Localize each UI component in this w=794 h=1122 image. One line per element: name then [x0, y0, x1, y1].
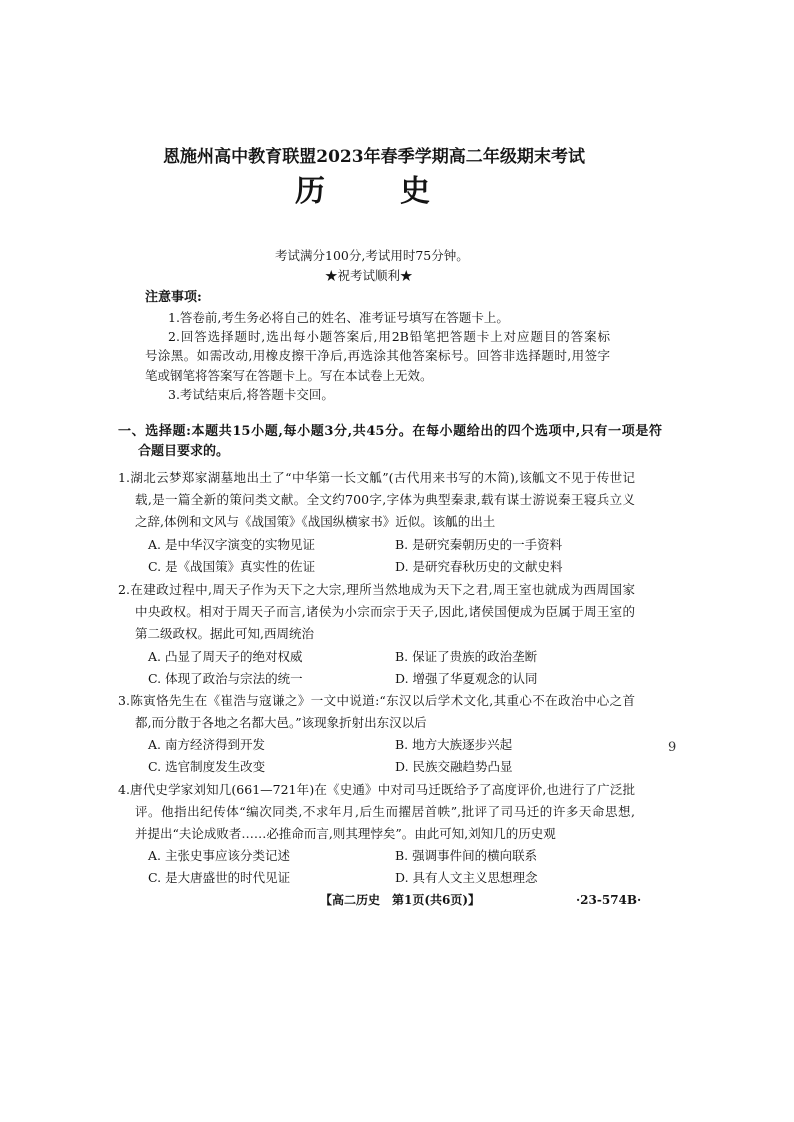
- notice-item-1: 1.答卷前,考生务必将自己的姓名、准考证号填写在答题卡上。: [168, 310, 509, 325]
- good-luck-wish: ★祝考试顺利★: [325, 268, 413, 283]
- question-1-stem-line: 1.湖北云梦郑家湖墓地出土了“中华第一长文觚”(古代用来书写的木简),该觚文不见于传世记: [118, 470, 635, 485]
- subject-char-2: 史: [400, 174, 430, 209]
- question-3-option-d: D. 民族交融趋势凸显: [395, 759, 513, 774]
- exam-title: 恩施州高中教育联盟2023年春季学期高二年级期末考试: [163, 147, 585, 167]
- question-1-stem-line: 之辞,体例和文风与《战国策》《战国纵横家书》近似。该觚的出土: [135, 514, 496, 529]
- question-1-option-b: B. 是研究秦朝历史的一手资料: [395, 537, 563, 552]
- question-3-option-c: C. 选官制度发生改变: [148, 759, 266, 774]
- margin-mark: 9: [668, 740, 677, 755]
- question-2-option-c: C. 体现了政治与宗法的统一: [148, 671, 303, 686]
- question-1-stem-line: 载,是一篇全新的策问类文献。全文约700字,字体为典型秦隶,载有谋士游说秦王寝兵立义: [135, 492, 635, 507]
- question-4-option-a: A. 主张史事应该分类记述: [148, 848, 290, 863]
- subject-char-1: 历: [295, 174, 325, 209]
- question-3-stem-line: 都,而分散于各地之名都大邑。”该现象折射出东汉以后: [135, 715, 427, 730]
- notice-item-3: 3.考试结束后,将答题卡交回。: [168, 387, 334, 402]
- question-4-stem-line: 并提出“夫论成败者……必推命而言,则其理悖矣”。由此可知,刘知几的历史观: [135, 826, 556, 841]
- question-1-option-c: C. 是《战国策》真实性的佐证: [148, 559, 316, 574]
- exam-info: 考试满分100分,考试用时75分钟。: [275, 248, 469, 263]
- question-4-option-b: B. 强调事件间的横向联系: [395, 848, 538, 863]
- question-4-option-c: C. 是大唐盛世的时代见证: [148, 870, 291, 885]
- question-3-option-b: B. 地方大族逐步兴起: [395, 737, 513, 752]
- question-4-option-d: D. 具有人文主义思想理念: [395, 870, 538, 885]
- question-2-stem-line: 2.在建政过程中,周天子作为天下之大宗,理所当然地成为天下之君,周王室也就成为西周国家: [118, 582, 635, 597]
- section-heading-line: 一、选择题:本题共15小题,每小题3分,共45分。在每小题给出的四个选项中,只有一项是符: [118, 424, 662, 439]
- question-1-option-d: D. 是研究春秋历史的文献史料: [395, 559, 563, 574]
- question-2-option-d: D. 增强了华夏观念的认同: [395, 671, 538, 686]
- footer-page-label: 【高二历史 第1页(共6页)】: [320, 893, 481, 907]
- question-1-option-a: A. 是中华汉字演变的实物见证: [148, 537, 315, 552]
- question-4-stem-line: 4.唐代史学家刘知几(661—721年)在《史通》中对司马迁既给予了高度评价,也进行了广泛批: [118, 782, 635, 797]
- footer-code: ·23-574B·: [576, 893, 642, 907]
- question-2-option-b: B. 保证了贵族的政治垄断: [395, 649, 538, 664]
- notice-item-2-line: 2.回答选择题时,选出每小题答案后,用2B铅笔把答题卡上对应题目的答案标: [168, 329, 610, 344]
- section-heading-line: 合题目要求的。: [138, 444, 230, 459]
- notice-heading: 注意事项:: [145, 290, 202, 305]
- question-2-stem-line: 第二级政权。据此可知,西周统治: [135, 626, 314, 641]
- question-2-stem-line: 中央政权。相对于周天子而言,诸侯为小宗而宗于天子,因此,诸侯国便成为臣属于周王室的: [135, 604, 636, 619]
- question-4-stem-line: 评。他指出纪传体“编次同类,不求年月,后生而擢居首帙”,批评了司马迁的许多天命思想,: [135, 804, 635, 819]
- notice-item-2-line: 笔或钢笔将答案写在答题卡上。写在本试卷上无效。: [145, 368, 433, 383]
- notice-item-2-line: 号涂黑。如需改动,用橡皮擦干净后,再选涂其他答案标号。回答非选择题时,用签字: [145, 348, 610, 363]
- question-3-option-a: A. 南方经济得到开发: [148, 737, 265, 752]
- question-2-option-a: A. 凸显了周天子的绝对权威: [148, 649, 303, 664]
- question-3-stem-line: 3.陈寅恪先生在《崔浩与寇谦之》一文中说道:“东汉以后学术文化,其重心不在政治中心之首: [118, 693, 635, 708]
